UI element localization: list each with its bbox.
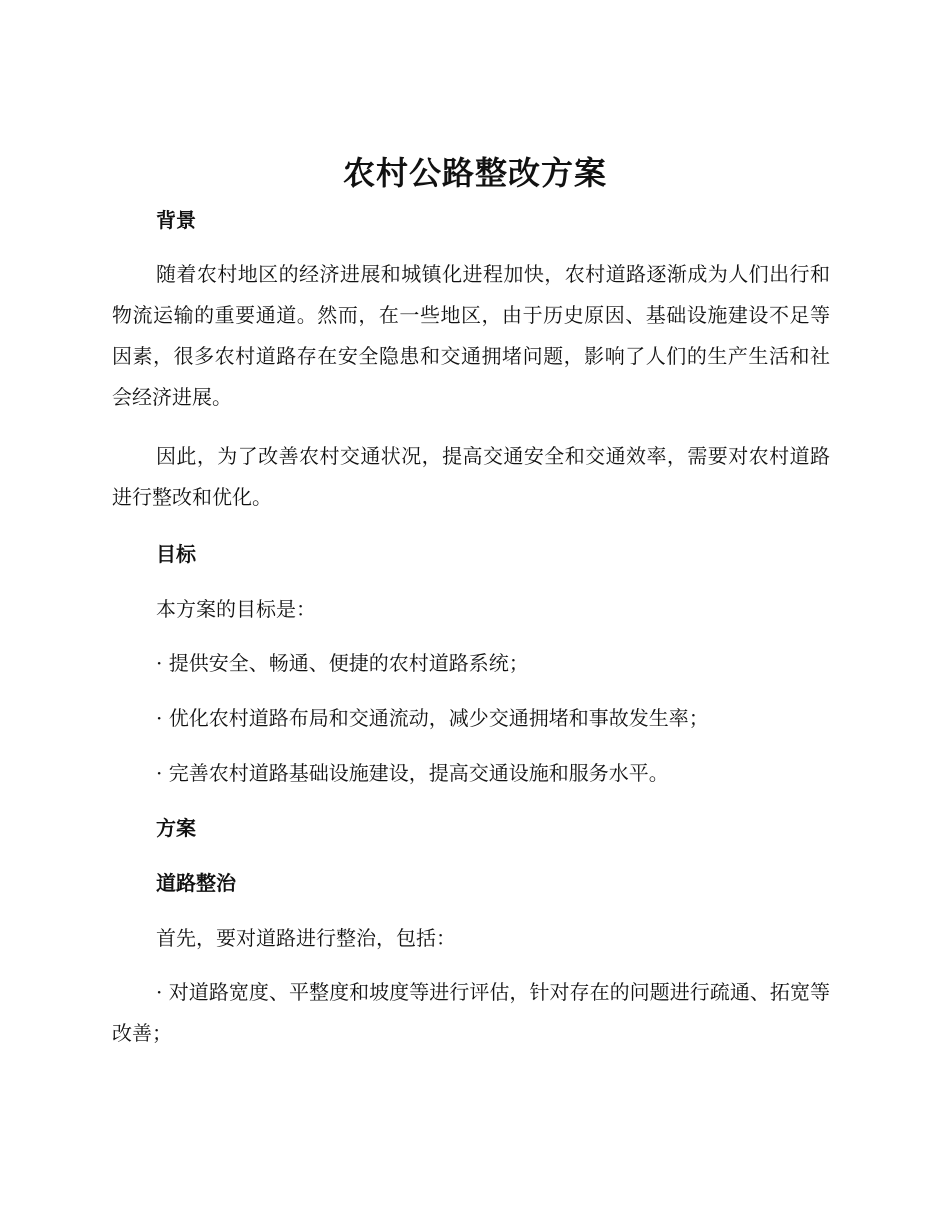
section-heading-goals: 目标	[156, 542, 196, 566]
plan-intro: 首先，要对道路进行整治，包括：	[156, 926, 456, 950]
plan-item: · 对道路宽度、平整度和坡度等进行评估，针对存在的问题进行疏通、拓宽等改善；	[112, 980, 830, 1045]
background-paragraph-2: 因此，为了改善农村交通状况，提高交通安全和交通效率，需要对农村道路进行整改和优化。	[112, 444, 830, 509]
document-title: 农村公路整改方案	[342, 154, 607, 192]
section-heading-plan: 方案	[156, 816, 196, 840]
background-paragraph-1: 随着农村地区的经济进展和城镇化进程加快，农村道路逐渐成为人们出行和物流运输的重要通道。然而，在一些地区，由于历史原因、基础设施建设不足等因素，很多农村道路存在安全隐患和交通拥堵问题，影响了人们的生产生活和社会经济进展。	[112, 262, 830, 409]
goals-item: · 优化农村道路布局和交通流动，减少交通拥堵和事故发生率；	[156, 706, 709, 730]
goals-item: · 完善农村道路基础设施建设，提高交通设施和服务水平。	[156, 761, 669, 785]
goals-intro: 本方案的目标是：	[156, 597, 316, 621]
subsection-heading-road-renovation: 道路整治	[156, 871, 236, 895]
section-heading-background: 背景	[156, 208, 196, 232]
goals-item: · 提供安全、畅通、便捷的农村道路系统；	[156, 651, 529, 675]
